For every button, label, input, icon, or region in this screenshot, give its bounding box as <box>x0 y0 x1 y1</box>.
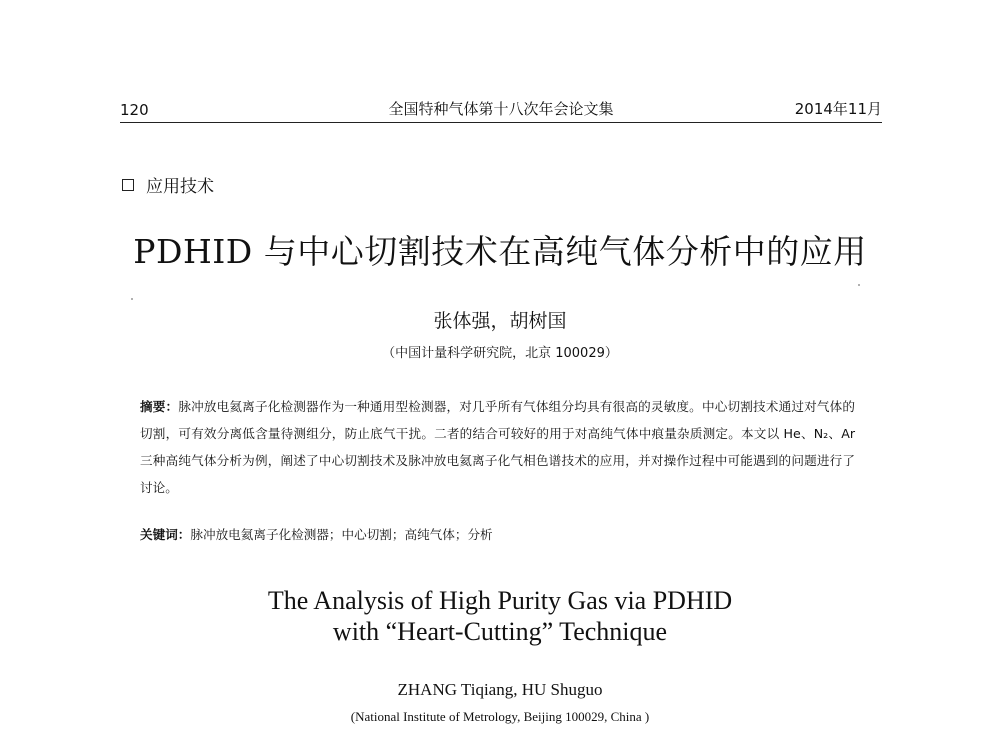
paper-title-cn: PDHID 与中心切割技术在高纯气体分析中的应用 <box>133 232 867 271</box>
scan-speck <box>858 284 860 286</box>
paper-title-en-line2: with “Heart-Cutting” Technique <box>332 617 668 646</box>
keywords-cn <box>140 524 855 543</box>
affiliation-en: (National Institute of Metrology, Beijing 100029, China ) <box>350 709 650 724</box>
abstract-text: 脉冲放电氦离子化检测器作为一种通用型检测器，对几乎所有气体组分均具有很高的灵敏度。中心切割技术通过对气体的切割，可有效分离低含量待测组分，防止底气干扰。二者的结合可较好的用于对高纯气体中痕量杂质测定。本文以 He、N₂、Ar 三种高纯气体分析为例，阐述了中心切割技术及脉冲放电氦离子化气相色谱技术的应用，并对操作过程中可能遇到的问题进行了讨论。 <box>140 399 856 495</box>
running-header <box>120 98 882 123</box>
authors-cn: 张体强，胡树国 <box>433 310 567 332</box>
keywords-text: 脉冲放电氦离子化检测器；中心切割；高纯气体；分析 <box>190 527 493 542</box>
paper-title-en-line1: The Analysis of High Purity Gas via PDHID <box>267 586 733 615</box>
paper-title-en <box>0 585 1000 647</box>
scan-speck <box>131 298 133 300</box>
section-label <box>122 172 214 197</box>
page-number: 120 <box>120 101 149 119</box>
abstract-label: 摘要： <box>140 399 179 414</box>
section-label-text: 应用技术 <box>146 177 214 197</box>
issue-date: 2014年11月 <box>794 100 882 118</box>
keywords-label: 关键词： <box>140 527 191 542</box>
authors-en: ZHANG Tiqiang, HU Shuguo <box>397 680 603 699</box>
journal-title: 全国特种气体第十八次年会论文集 <box>388 100 614 118</box>
affiliation-cn: （中国计量科学研究院，北京 100029） <box>382 346 618 361</box>
square-box-icon <box>122 179 134 191</box>
abstract-cn <box>140 393 855 501</box>
